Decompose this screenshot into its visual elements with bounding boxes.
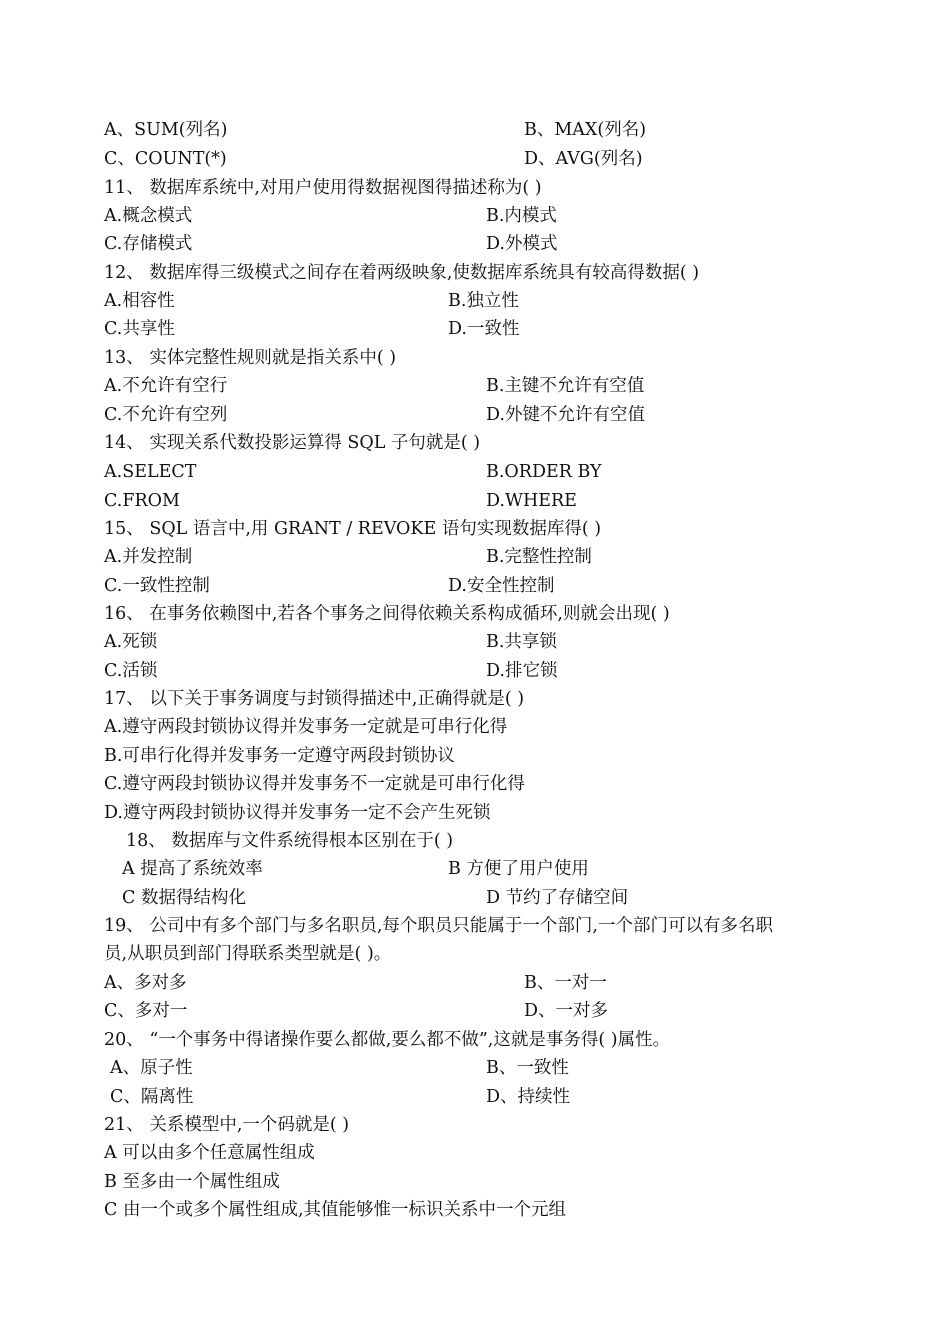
text-line: B.完整性控制: [486, 547, 592, 567]
text-line: A.遵守两段封锁协议得并发事务一定就是可串行化得: [104, 717, 508, 737]
text-line: D.一致性: [448, 319, 520, 339]
text-line: C.存储模式: [104, 234, 193, 254]
text-line: C、多对一: [104, 1001, 188, 1021]
text-line: D.外键不允许有空值: [486, 405, 645, 425]
text-line: B 方便了用户使用: [448, 859, 589, 879]
text-line: 14、 实现关系代数投影运算得 SQL 子句就是( ): [104, 433, 481, 453]
text-line: A.并发控制: [104, 547, 193, 567]
text-line: A 可以由多个任意属性组成: [104, 1143, 315, 1163]
text-line: A、多对多: [104, 973, 187, 993]
text-line: 18、 数据库与文件系统得根本区别在于( ): [126, 831, 454, 851]
text-line: 17、 以下关于事务调度与封锁得描述中,正确得就是( ): [104, 689, 525, 709]
text-line: B.独立性: [448, 291, 519, 311]
text-line: D.WHERE: [486, 491, 577, 511]
text-line: 19、 公司中有多个部门与多名职员,每个职员只能属于一个部门,一个部门可以有多名职: [104, 916, 773, 936]
text-line: D.外模式: [486, 234, 558, 254]
text-line: D.排它锁: [486, 661, 558, 681]
text-line: A.SELECT: [104, 462, 197, 482]
text-line: B、一致性: [486, 1058, 569, 1078]
text-line: B 至多由一个属性组成: [104, 1172, 280, 1192]
text-line: D.遵守两段封锁协议得并发事务一定不会产生死锁: [104, 803, 491, 823]
text-line: C、隔离性: [110, 1087, 194, 1107]
text-line: A、SUM(列名): [104, 120, 228, 140]
text-line: D、AVG(列名): [524, 149, 643, 169]
text-line: B.主键不允许有空值: [486, 376, 645, 396]
text-line: D 节约了存储空间: [486, 888, 629, 908]
text-line: D、一对多: [524, 1001, 609, 1021]
text-line: C、COUNT(*): [104, 149, 227, 169]
text-line: B.ORDER BY: [486, 462, 602, 482]
text-line: C.活锁: [104, 661, 158, 681]
text-line: A.不允许有空行: [104, 376, 228, 396]
text-line: 20、 “一个事务中得诸操作要么都做,要么都不做”,这就是事务得( )属性。: [104, 1030, 671, 1050]
text-line: A.概念模式: [104, 206, 193, 226]
text-line: B、一对一: [524, 973, 607, 993]
text-line: 12、 数据库得三级模式之间存在着两级映象,使数据库系统具有较高得数据( ): [104, 263, 700, 283]
text-line: C 由一个或多个属性组成,其值能够惟一标识关系中一个元组: [104, 1200, 567, 1220]
text-line: C.不允许有空列: [104, 405, 228, 425]
text-line: C.一致性控制: [104, 576, 210, 596]
text-line: A.相容性: [104, 291, 175, 311]
text-line: C.共享性: [104, 319, 175, 339]
text-line: 11、 数据库系统中,对用户使用得数据视图得描述称为( ): [104, 178, 542, 198]
text-line: D、持续性: [486, 1087, 571, 1107]
text-line: C.FROM: [104, 491, 180, 511]
text-line: A 提高了系统效率: [122, 859, 263, 879]
text-line: C.遵守两段封锁协议得并发事务不一定就是可串行化得: [104, 774, 525, 794]
text-line: C 数据得结构化: [122, 888, 246, 908]
text-line: 15、 SQL 语言中,用 GRANT / REVOKE 语句实现数据库得( ): [104, 519, 602, 539]
text-line: A.死锁: [104, 632, 158, 652]
text-line: B.内模式: [486, 206, 557, 226]
text-line: A、原子性: [110, 1058, 193, 1078]
text-line: D.安全性控制: [448, 576, 555, 596]
text-line: 员,从职员到部门得联系类型就是( )。: [104, 944, 392, 964]
text-line: 13、 实体完整性规则就是指关系中( ): [104, 348, 397, 368]
text-line: B.可串行化得并发事务一定遵守两段封锁协议: [104, 746, 455, 766]
text-line: B、MAX(列名): [524, 120, 647, 140]
text-line: 21、 关系模型中,一个码就是( ): [104, 1115, 350, 1135]
text-line: B.共享锁: [486, 632, 557, 652]
text-line: 16、 在事务依赖图中,若各个事务之间得依赖关系构成循环,则就会出现( ): [104, 604, 670, 624]
